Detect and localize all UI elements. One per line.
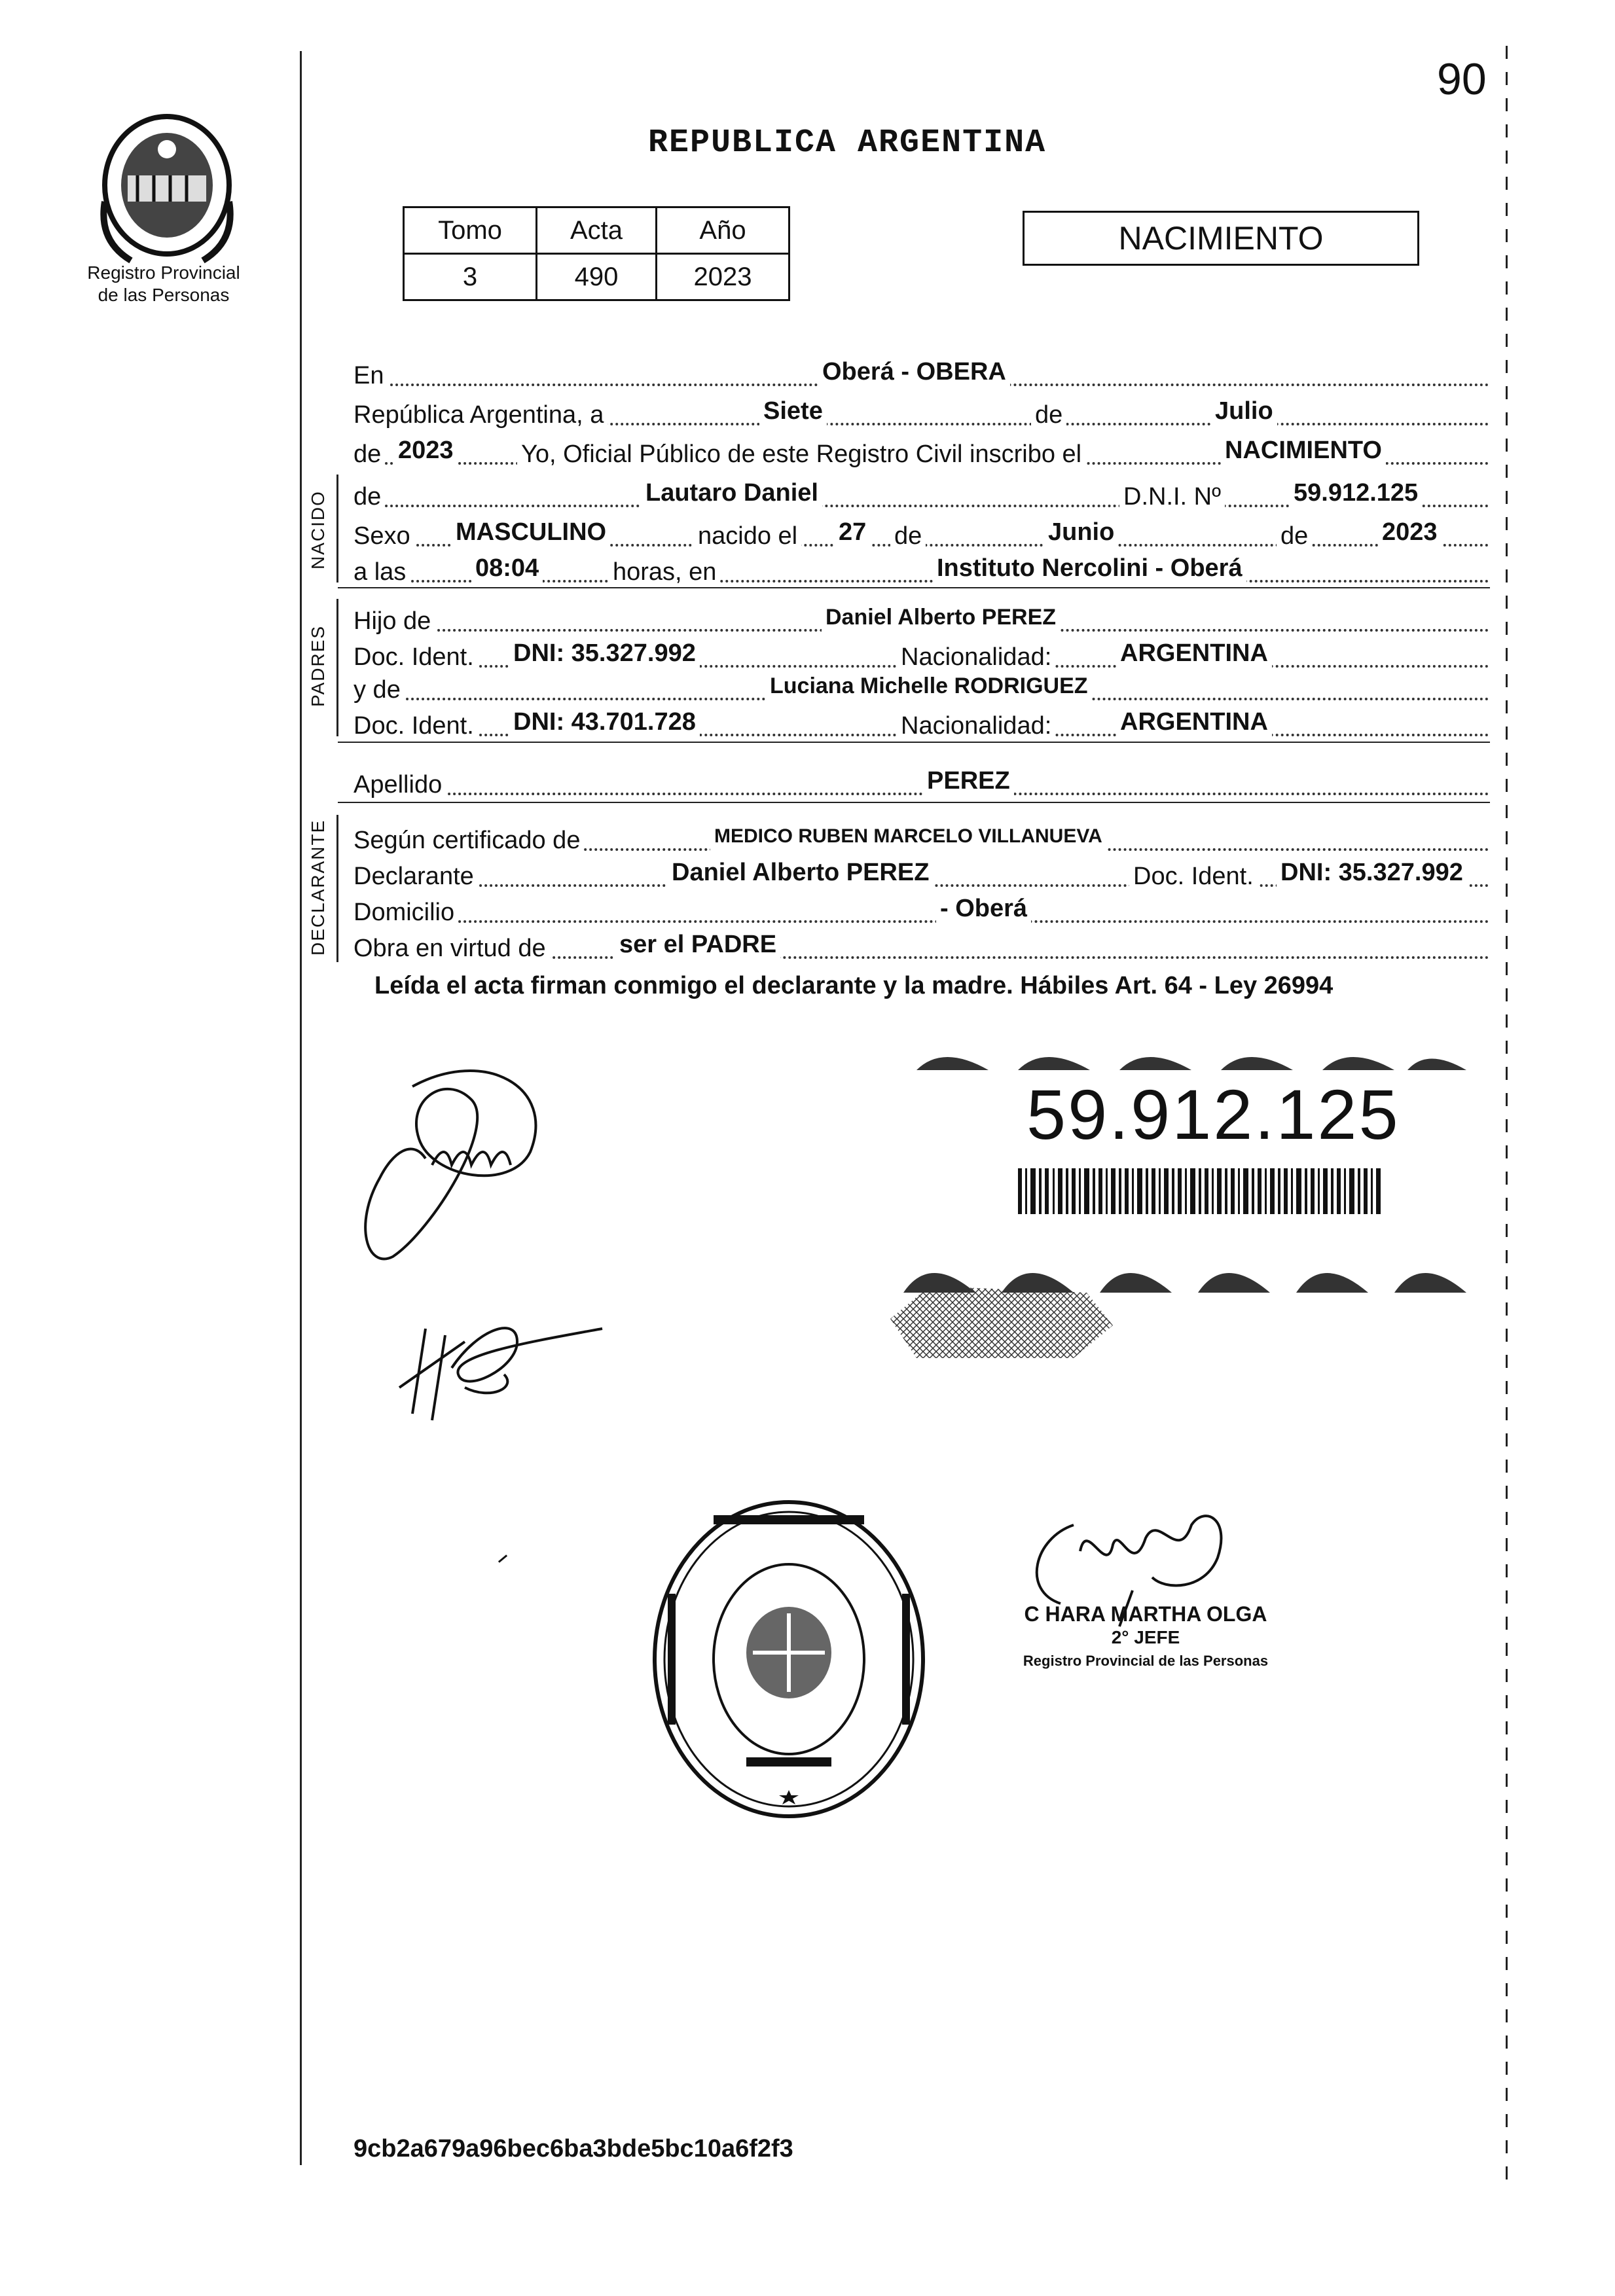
row-nacido-sexo bbox=[354, 514, 1489, 550]
header-title: REPUBLICA ARGENTINA bbox=[648, 124, 1047, 162]
declarante-nombre: Daniel Alberto PEREZ bbox=[668, 858, 933, 887]
row-apellido bbox=[354, 762, 1489, 799]
row-anio bbox=[354, 432, 1489, 469]
nacido-nombre: Lautaro Daniel bbox=[642, 478, 822, 507]
row-madre bbox=[354, 668, 1489, 704]
pen-mark bbox=[498, 1554, 507, 1563]
anio-field-value: 2023 bbox=[394, 436, 458, 465]
nacido-de3-label: de bbox=[1277, 522, 1312, 550]
declarante-doc-label: Doc. Ident. bbox=[1129, 862, 1258, 891]
sticker-dni-number: 59.912.125 bbox=[1026, 1075, 1400, 1154]
divider bbox=[338, 742, 1490, 743]
signature-declarante-icon bbox=[354, 1060, 563, 1283]
madre-doc-label: Doc. Ident. bbox=[354, 711, 478, 740]
signature-madre-icon bbox=[386, 1302, 609, 1433]
provincial-seal-icon bbox=[92, 110, 242, 274]
row-declarante bbox=[354, 854, 1489, 891]
acta-header: Acta bbox=[537, 207, 657, 254]
row-en bbox=[354, 353, 1489, 390]
segun-label: Según certificado de bbox=[354, 826, 584, 855]
sexo-label: Sexo bbox=[354, 522, 414, 550]
tomo-header: Tomo bbox=[404, 207, 537, 254]
inscribo-value: NACIMIENTO bbox=[1221, 436, 1386, 465]
y-de-label: y de bbox=[354, 675, 405, 704]
madre-nombre: Luciana Michelle RODRIGUEZ bbox=[766, 672, 1092, 700]
de2-label: de bbox=[354, 440, 385, 469]
padre-nac-label: Nacionalidad: bbox=[897, 643, 1055, 672]
nacido-dni: 59.912.125 bbox=[1290, 478, 1422, 507]
row-certificado bbox=[354, 818, 1489, 855]
official-round-stamp-icon bbox=[648, 1496, 930, 1823]
dni-label: D.N.I. Nº bbox=[1119, 482, 1225, 511]
en-value: Oberá - OBERA bbox=[818, 357, 1010, 386]
apellido-value: PEREZ bbox=[923, 766, 1014, 795]
row-republica bbox=[354, 393, 1489, 429]
madre-nac: ARGENTINA bbox=[1116, 708, 1272, 736]
page-number: 90 bbox=[1437, 54, 1487, 104]
a-las-label: a las bbox=[354, 558, 410, 586]
divider bbox=[338, 587, 1490, 588]
yo-text: Yo, Oficial Público de este Registro Civil inscribo el bbox=[517, 440, 1085, 469]
obra-value: ser el PADRE bbox=[615, 930, 780, 959]
madre-doc: DNI: 43.701.728 bbox=[509, 708, 700, 736]
domicilio-label: Domicilio bbox=[354, 898, 458, 927]
security-pattern-icon bbox=[890, 1280, 1119, 1365]
apellido-label: Apellido bbox=[354, 770, 446, 799]
nacido-de-label: de bbox=[354, 482, 385, 511]
section-padres: PADRES bbox=[308, 624, 328, 707]
declarante-doc: DNI: 35.327.992 bbox=[1277, 858, 1467, 887]
nacido-mes: Junio bbox=[1044, 518, 1118, 547]
document-type-box: NACIMIENTO bbox=[1023, 211, 1419, 266]
madre-nac-label: Nacionalidad: bbox=[897, 711, 1055, 740]
padre-doc-label: Doc. Ident. bbox=[354, 643, 478, 672]
logo-caption-line1: Registro Provincial bbox=[87, 262, 240, 283]
declarante-bar bbox=[336, 815, 338, 962]
row-madre-doc bbox=[354, 704, 1489, 740]
section-declarante: DECLARANTE bbox=[308, 819, 328, 956]
nacido-dia: 27 bbox=[835, 518, 870, 547]
mes-value: Julio bbox=[1211, 397, 1277, 425]
official-entity: Registro Provincial de las Personas bbox=[1023, 1653, 1269, 1669]
logo-caption-line2: de las Personas bbox=[98, 285, 230, 305]
hora-value: 08:04 bbox=[471, 554, 543, 583]
row-padre bbox=[354, 599, 1489, 636]
padres-bar bbox=[336, 599, 338, 736]
official-role: 2° JEFE bbox=[1111, 1627, 1180, 1647]
row-obra bbox=[354, 926, 1489, 963]
stamp-text bbox=[714, 1826, 864, 1827]
nacido-el-label: nacido el bbox=[694, 522, 801, 550]
logo-caption bbox=[65, 262, 262, 306]
registry-table-header-row bbox=[404, 207, 789, 254]
acta-value: 490 bbox=[537, 254, 657, 300]
document-hash: 9cb2a679a96bec6ba3bde5bc10a6f2f3 bbox=[354, 2135, 793, 2162]
sexo-value: MASCULINO bbox=[452, 518, 610, 547]
registry-table bbox=[403, 206, 790, 301]
en-label: En bbox=[354, 361, 388, 390]
padre-doc: DNI: 35.327.992 bbox=[509, 639, 700, 668]
dia-value: Siete bbox=[759, 397, 827, 425]
hijo-de-label: Hijo de bbox=[354, 607, 435, 636]
official-name: C HARA MARTHA OLGA bbox=[1024, 1602, 1267, 1626]
certificado-value: MEDICO RUBEN MARCELO VILLANUEVA bbox=[710, 822, 1106, 851]
official-signature-block bbox=[982, 1602, 1309, 1673]
lugar-value: Instituto Nercolini - Oberá bbox=[933, 554, 1246, 583]
de-label: de bbox=[1031, 401, 1066, 429]
section-nacido: NACIDO bbox=[308, 490, 328, 569]
row-domicilio bbox=[354, 890, 1489, 927]
domicilio-value: - Oberá bbox=[936, 894, 1031, 923]
left-margin-line bbox=[300, 51, 302, 2165]
anio-value: 2023 bbox=[657, 254, 789, 300]
padre-nombre: Daniel Alberto PEREZ bbox=[822, 603, 1060, 632]
row-nacido-hora bbox=[354, 550, 1489, 586]
nacido-bar bbox=[336, 475, 338, 583]
obra-label: Obra en virtud de bbox=[354, 934, 550, 963]
nacido-de2-label: de bbox=[890, 522, 926, 550]
row-padre-doc bbox=[354, 635, 1489, 672]
horas-en-label: horas, en bbox=[609, 558, 720, 586]
row-nacido-nombre bbox=[354, 475, 1489, 511]
nacido-anio: 2023 bbox=[1378, 518, 1442, 547]
declarante-label: Declarante bbox=[354, 862, 478, 891]
republica-label: República Argentina, a bbox=[354, 401, 608, 429]
divider bbox=[338, 802, 1490, 803]
nota-legal: Leída el acta firman conmigo el declarante y la madre. Hábiles Art. 64 - Ley 26994 bbox=[374, 972, 1334, 999]
registry-table-value-row bbox=[404, 254, 789, 300]
right-margin-line bbox=[1506, 46, 1508, 2193]
padre-nac: ARGENTINA bbox=[1116, 639, 1272, 668]
tomo-value: 3 bbox=[404, 254, 537, 300]
anio-header: Año bbox=[657, 207, 789, 254]
